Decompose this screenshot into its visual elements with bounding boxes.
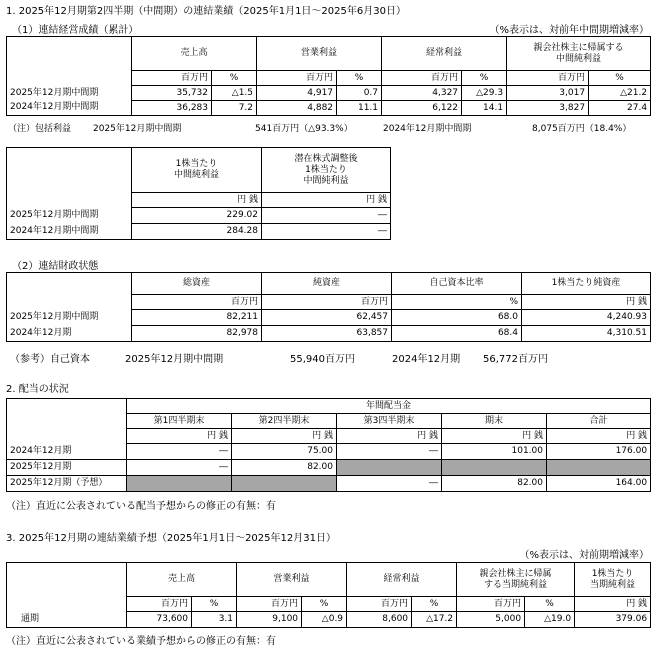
cell: 9,100 — [237, 612, 302, 628]
cell: 35,732 — [132, 86, 212, 101]
cell: 3,827 — [507, 101, 589, 116]
shaded-cell — [442, 460, 547, 476]
cell: 27.4 — [589, 101, 651, 116]
cell: 284.28 — [132, 224, 262, 240]
col-header-net-assets: 純資産 — [262, 273, 392, 295]
row-label: 2025年12月期中間期 — [7, 86, 132, 101]
cell: 82.00 — [442, 476, 547, 492]
table-row — [7, 101, 651, 116]
col-header-bps: 1株当たり純資産 — [522, 273, 651, 295]
cell: ― — [262, 208, 391, 224]
cell: 82.00 — [232, 460, 337, 476]
cell: 73,600 — [127, 612, 192, 628]
cell: 4,240.93 — [522, 310, 651, 326]
unit-cell: 百万円 — [132, 71, 212, 86]
col-header-q3: 第3四半期末 — [337, 414, 442, 429]
financial-position-subtitle: （2）連結財政状態 — [12, 261, 99, 272]
cell: 4,882 — [257, 101, 337, 116]
col-header-eps: 1株当たり 当期純利益 — [575, 563, 651, 597]
financial-position-table — [6, 272, 651, 342]
unit-cell: 百万円 — [262, 295, 392, 310]
row-label: 通期 — [7, 612, 127, 628]
row-label: 2024年12月期 — [7, 444, 127, 460]
col-header-q2: 第2四半期末 — [232, 414, 337, 429]
cell: 101.00 — [442, 444, 547, 460]
row-label: 2025年12月期 — [7, 460, 127, 476]
cell: △17.2 — [412, 612, 457, 628]
cell: 68.0 — [392, 310, 522, 326]
comprehensive-income-value-2: 8,075百万円（18.4%） — [532, 124, 632, 134]
cell: 164.00 — [547, 476, 651, 492]
table-row — [7, 86, 651, 101]
col-header-eps: 1株当たり 中間純利益 — [132, 148, 262, 193]
unit-cell: 円 銭 — [547, 429, 651, 444]
cell: △21.2 — [589, 86, 651, 101]
unit-cell: 百万円 — [347, 597, 412, 612]
unit-cell: 百万円 — [257, 71, 337, 86]
cell: 63,857 — [262, 326, 392, 342]
col-header-sales: 売上高 — [127, 563, 237, 597]
cell: △19.0 — [525, 612, 575, 628]
unit-cell: % — [392, 295, 522, 310]
col-header-total-assets: 総資産 — [132, 273, 262, 295]
cell: 75.00 — [232, 444, 337, 460]
forecast-title: 3. 2025年12月期の連結業績予想（2025年1月1日～2025年12月31日） — [6, 533, 336, 544]
table-row — [7, 208, 391, 224]
cell: 62,457 — [262, 310, 392, 326]
eps-table — [6, 147, 391, 240]
cell: 68.4 — [392, 326, 522, 342]
cell: △0.9 — [302, 612, 347, 628]
unit-cell: % — [412, 597, 457, 612]
col-header-operating-income: 営業利益 — [257, 37, 382, 71]
annual-dividends-header: 年間配当金 — [127, 399, 651, 414]
unit-cell: 円 銭 — [127, 429, 232, 444]
section-1-title: 1. 2025年12月期第2四半期（中間期）の連結業績（2025年1月1日～2025年6月30日） — [6, 6, 406, 17]
col-header-net-income: 親会社株主に帰属 する当期純利益 — [457, 563, 575, 597]
row-label: 2025年12月期中間期 — [7, 208, 132, 224]
cell: 4,917 — [257, 86, 337, 101]
cell: 379.06 — [575, 612, 651, 628]
table-row — [7, 224, 391, 240]
equity-ref-label: （参考）自己資本 — [10, 354, 90, 365]
cell: ― — [262, 224, 391, 240]
col-header-year-end: 期末 — [442, 414, 547, 429]
unit-cell: % — [192, 597, 237, 612]
col-header-ordinary-income: 経常利益 — [347, 563, 457, 597]
col-header-net-income: 親会社株主に帰属する 中間純利益 — [507, 37, 651, 71]
unit-cell: 円 銭 — [232, 429, 337, 444]
cell: 229.02 — [132, 208, 262, 224]
cell: 4,310.51 — [522, 326, 651, 342]
row-label: 2024年12月期 — [7, 326, 132, 342]
cell: ― — [337, 476, 442, 492]
comprehensive-income-period-2: 2024年12月期中間期 — [383, 124, 472, 134]
forecast-table — [6, 562, 651, 628]
table-row — [7, 326, 651, 342]
col-header-operating-income: 営業利益 — [237, 563, 347, 597]
col-header-equity-ratio: 自己資本比率 — [392, 273, 522, 295]
table-row — [7, 476, 651, 492]
col-header-total: 合計 — [547, 414, 651, 429]
unit-cell: 百万円 — [507, 71, 589, 86]
unit-cell: 百万円 — [382, 71, 462, 86]
unit-cell: 円 銭 — [442, 429, 547, 444]
cell: △1.5 — [212, 86, 257, 101]
cell: 3,017 — [507, 86, 589, 101]
unit-cell: 円 銭 — [262, 193, 391, 208]
col-header-q1: 第1四半期末 — [127, 414, 232, 429]
shaded-cell — [547, 460, 651, 476]
cell: 36,283 — [132, 101, 212, 116]
cell: 176.00 — [547, 444, 651, 460]
cell: 4,327 — [382, 86, 462, 101]
shaded-cell — [337, 460, 442, 476]
shaded-cell — [127, 476, 232, 492]
cell: 7.2 — [212, 101, 257, 116]
table-row — [7, 612, 651, 628]
dividends-note: （注）直近に公表されている配当予想からの修正の有無：有 — [6, 501, 276, 512]
cell: △29.3 — [462, 86, 507, 101]
cell: 82,211 — [132, 310, 262, 326]
cell: 82,978 — [132, 326, 262, 342]
corner-cell — [7, 37, 132, 71]
unit-cell: 円 銭 — [522, 295, 651, 310]
cell: 11.1 — [337, 101, 382, 116]
col-header-sales: 売上高 — [132, 37, 257, 71]
equity-ref-period-2: 2024年12月期 — [392, 354, 461, 365]
operating-results-table — [6, 36, 651, 116]
cell: 3.1 — [192, 612, 237, 628]
pct-note: （%表示は、対前年中間期増減率） — [489, 25, 649, 36]
shaded-cell — [232, 476, 337, 492]
cell: 0.7 — [337, 86, 382, 101]
dividends-table — [6, 398, 651, 492]
row-label: 2024年12月期中間期 — [7, 224, 132, 240]
unit-cell: % — [302, 597, 347, 612]
forecast-pct-note: （%表示は、対前期増減率） — [519, 550, 649, 561]
unit-cell: 百万円 — [457, 597, 525, 612]
row-label: 2025年12月期中間期 — [7, 310, 132, 326]
cell: ― — [127, 460, 232, 476]
dividends-title: 2. 配当の状況 — [6, 384, 69, 395]
operating-results-subtitle: （1）連結経営成績（累計） — [12, 25, 139, 36]
unit-cell: 百万円 — [127, 597, 192, 612]
table-row — [7, 310, 651, 326]
unit-cell: 円 銭 — [132, 193, 262, 208]
cell: 14.1 — [462, 101, 507, 116]
unit-cell: 百万円 — [132, 295, 262, 310]
comprehensive-income-period-1: 2025年12月期中間期 — [93, 124, 182, 134]
cell: ― — [337, 444, 442, 460]
forecast-note: （注）直近に公表されている業績予想からの修正の有無：有 — [6, 636, 276, 647]
cell: 5,000 — [457, 612, 525, 628]
cell: 8,600 — [347, 612, 412, 628]
row-label: 2025年12月期（予想） — [7, 476, 127, 492]
equity-ref-value-1: 55,940百万円 — [290, 354, 355, 365]
equity-ref-period-1: 2025年12月期中間期 — [125, 354, 224, 365]
table-row — [7, 444, 651, 460]
col-header-ordinary-income: 経常利益 — [382, 37, 507, 71]
unit-cell: 円 銭 — [575, 597, 651, 612]
unit-cell: % — [525, 597, 575, 612]
unit-cell: % — [589, 71, 651, 86]
cell: 6,122 — [382, 101, 462, 116]
unit-cell: 円 銭 — [337, 429, 442, 444]
unit-cell: % — [337, 71, 382, 86]
equity-ref-value-2: 56,772百万円 — [483, 354, 548, 365]
col-header-diluted-eps: 潜在株式調整後 1株当たり 中間純利益 — [262, 148, 391, 193]
cell: ― — [127, 444, 232, 460]
unit-cell: % — [462, 71, 507, 86]
unit-cell: % — [212, 71, 257, 86]
unit-cell: 百万円 — [237, 597, 302, 612]
comprehensive-income-value-1: 541百万円（△93.3%） — [255, 124, 353, 134]
table-row — [7, 460, 651, 476]
comprehensive-income-note-label: （注）包括利益 — [8, 124, 72, 134]
row-label: 2024年12月期中間期 — [7, 101, 132, 116]
